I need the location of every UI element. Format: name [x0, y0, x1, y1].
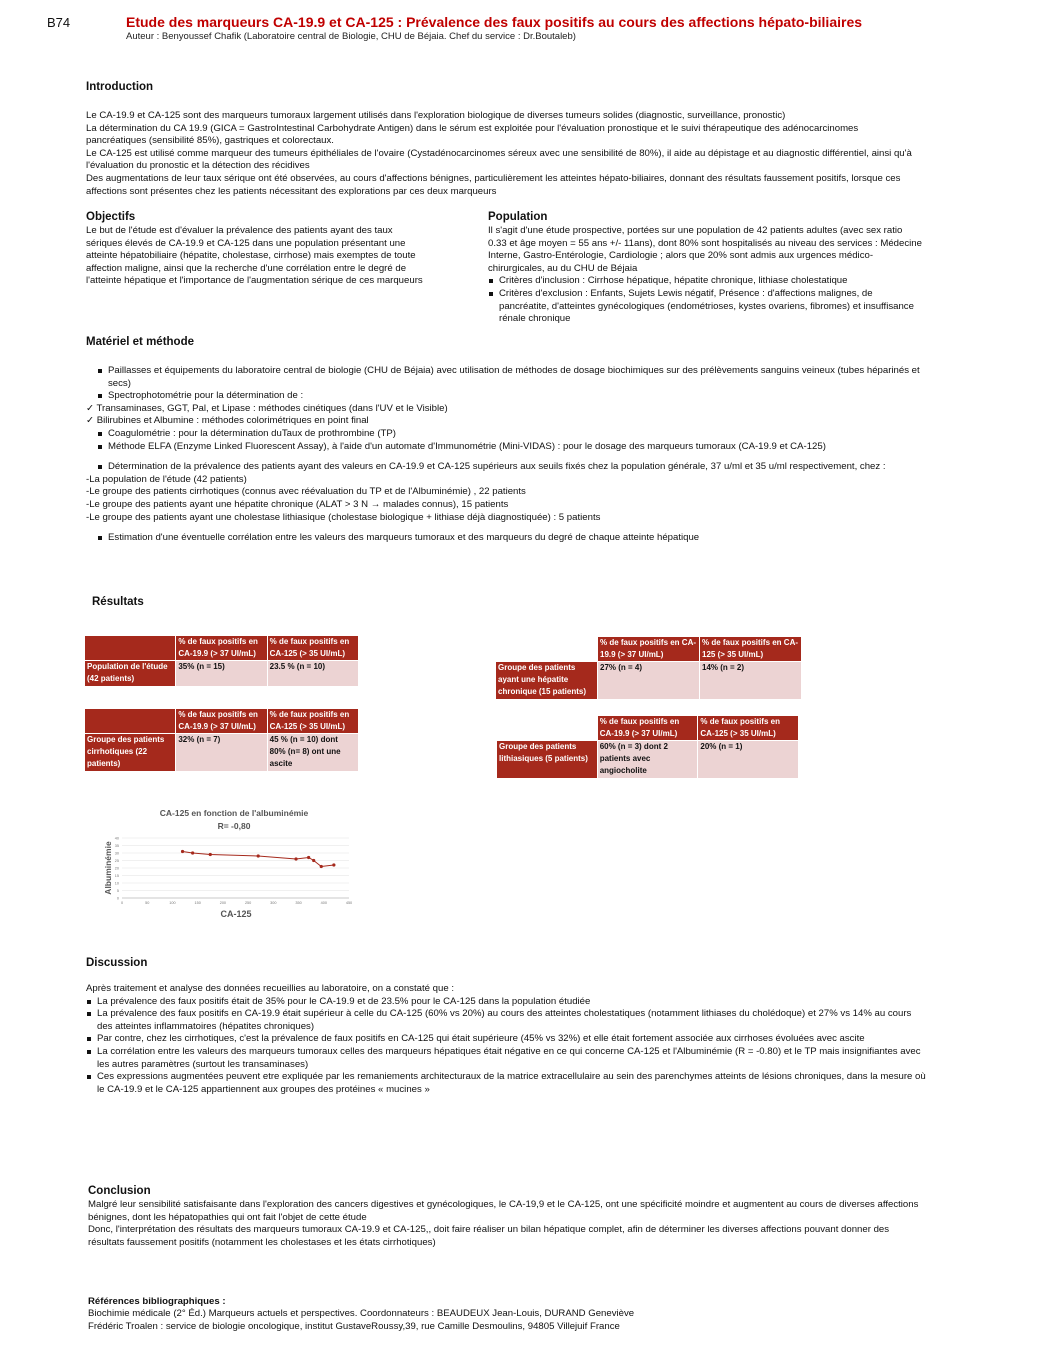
- chart-xtick-label: 350: [295, 901, 302, 905]
- table-cell: 14% (n = 2): [700, 662, 802, 700]
- methode-item: Paillasses et équipements du laboratoire central de biologie (CHU de Béjaia) avec utilisation de méthodes de dosage biochimiques sur des prélèvements sanguins veineux (tubes héparinés et secs): [86, 365, 926, 390]
- chart-y-label: Albuminémie: [103, 841, 113, 895]
- methode-item: Spectrophotométrie pour la détermination de :: [86, 390, 926, 403]
- discussion-section: [86, 983, 926, 1096]
- table-header-ca125: % de faux positifs en CA-125 (> 35 UI/mL): [267, 636, 358, 661]
- chart-x-label: CA-125: [220, 909, 252, 919]
- chart-data-point: [209, 853, 212, 856]
- conclusion-paragraph: Donc, l'interprétation des résultats des marqueurs tumoraux CA-19.9 et CA-125,, doit faire réaliser un bilan hépatique complet, afin de déterminer les diverses affections pouvant donner des résultats faussement positifs (notamment les cholestases et les états cirrhotiques): [88, 1224, 890, 1248]
- intro-paragraph: Des augmentations de leur taux sérique ont été observées, au cours d'affections bénignes, particulièrement les atteintes hépato-biliaires, donnant des résultats faussement positifs, lorsque ces affections sont présentes chez les patients nécessitant des explorations par ces deux marqueurs: [86, 172, 901, 197]
- chart-xtick-label: 400: [320, 901, 327, 905]
- methode-group: -Le groupe des patients ayant une cholestase lithiasique (cholestase biologique + lithiase déjà diagnostiquée) : 5 patients: [86, 511, 601, 523]
- albuminemie-chart: [84, 800, 364, 925]
- table-header-ca199: % de faux positifs en CA-19.9 (> 37 UI/mL): [176, 636, 267, 661]
- table-cell: 23.5 % (n = 10): [267, 661, 358, 687]
- chart-xtick-label: 0: [120, 901, 124, 905]
- chart-data-point: [191, 851, 194, 854]
- resultats-heading: Résultats: [92, 596, 144, 608]
- conclusion-heading: Conclusion: [88, 1185, 151, 1197]
- results-table-population: [84, 635, 359, 687]
- chart-xtick-label: 200: [219, 901, 227, 905]
- chart-xtick-label: 150: [194, 901, 201, 905]
- population-criterion: Critères d'exclusion : Enfants, Sujets Lewis négatif, Présence : d'affections malignes, de pancréatite, d'atteintes gynécologiques (endométrioses, kystes ovariens, fibromes) et insuffisance rénale chronique: [488, 288, 923, 326]
- discussion-heading: Discussion: [86, 957, 148, 969]
- chart-subtitle: R= -0,80: [217, 821, 251, 831]
- references-heading: Références bibliographiques :: [88, 1296, 226, 1307]
- chart-data-point: [332, 863, 335, 866]
- chart-data-point: [320, 865, 323, 868]
- chart-data-point: [294, 857, 297, 860]
- poster-code: B74: [47, 15, 71, 30]
- methode-check: ✓ Transaminases, GGT, Pal, et Lipase : méthodes cinétiques (dans l'UV et le Visible): [86, 402, 448, 414]
- chart-data-point: [257, 854, 260, 857]
- methode-group: -La population de l'étude (42 patients): [86, 473, 247, 485]
- methode-section: [86, 365, 926, 545]
- conclusion-section: [88, 1199, 923, 1249]
- chart-series-line: [183, 852, 334, 867]
- chart-ytick-label: 40: [114, 836, 119, 841]
- discussion-intro: Après traitement et analyse des données recueillies au laboratoire, on a constaté que :: [86, 983, 454, 994]
- methode-check: ✓ Bilirubines et Albumine : méthodes colorimétriques en point final: [86, 415, 369, 427]
- chart-xtick-label: 250: [244, 901, 252, 905]
- table-header-ca199: % de faux positifs en CA-19.9 (> 37 UI/mL): [597, 716, 698, 741]
- population-section: [488, 225, 923, 326]
- chart-ytick-label: 0: [116, 896, 119, 901]
- discussion-item: La corrélation entre les valeurs des marqueurs tumoraux celles des marqueurs hépatiques était négative en ce qui concerne CA-125 et l'Albuminémie (R = -0.80) et le TP mais insignifiantes avec les autres paramètres (surtout les transaminases): [86, 1046, 926, 1071]
- table-cell: 45 % (n = 10) dont 80% (n= 8) ont une ascite: [267, 734, 358, 772]
- methode-item: Méthode ELFA (Enzyme Linked Fluorescent Assay), à l'aide d'un automate d'Immunométrie (Mini-VIDAS) : pour le dosage des marqueurs tumoraux (CA-19.9 et CA-125): [86, 441, 926, 454]
- table-corner: [85, 636, 176, 661]
- methode-group: -Le groupe des patients ayant une hépatite chronique (ALAT > 3 N → malades connus), 15 patients: [86, 498, 509, 510]
- methode-item: Coagulométrie : pour la détermination duTaux de prothrombine (TP): [86, 428, 926, 441]
- introduction-text: [86, 110, 916, 198]
- population-text: Il s'agit d'une étude prospective, portées sur une population de 42 patients adultes (avec sex ratio 0.33 et âge moyen = 55 ans +/- 11ans), dont 80% sont hospitalisés au niveau des services : Médecine Interne, Gastro-Entérologie, Cardiologie ; alors que 20% sont admis aux urgences médico-chirurgicales, au du CHU de Béjaia: [488, 225, 922, 274]
- chart-ytick-label: 10: [114, 881, 119, 886]
- chart-xtick-label: 300: [270, 901, 277, 905]
- table-header-ca199: % de faux positifs en CA-19.9 (> 37 UI/mL): [598, 637, 700, 662]
- table-corner: [85, 709, 176, 734]
- objectifs-heading: Objectifs: [86, 211, 136, 223]
- intro-paragraph: Le CA-19.9 et CA-125 sont des marqueurs tumoraux largement utilisés dans l'exploration biologique de diverses tumeurs solides (diagnostic, surveillance, pronostic): [86, 110, 786, 121]
- population-heading: Population: [488, 211, 548, 223]
- table-row-label: Groupe des patients lithiasiques (5 patients): [497, 741, 598, 779]
- references-list: [88, 1308, 923, 1333]
- table-header-ca125: % de faux positifs en CA-125 (> 35 UI/mL): [267, 709, 358, 734]
- intro-paragraph: Le CA-125 est utilisé comme marqueur des tumeurs épithéliales de l'ovaire (Cystadénocarcinomes séreux avec une sensibilité de 80%), il aide au dépistage et au diagnostic différentiel, ainsi qu'à l'évaluation du pronostic et la détection des récidives: [86, 147, 912, 172]
- table-cell: 20% (n = 1): [698, 741, 799, 779]
- chart-ytick-label: 25: [114, 859, 119, 863]
- chart-xtick-label: 100: [169, 901, 176, 905]
- table-row-label: Groupe des patients cirrhotiques (22 patients): [85, 734, 176, 772]
- chart-data-point: [181, 850, 184, 853]
- intro-paragraph: La détermination du CA 19.9 (GICA = GastroIntestinal Carbohydrate Antigen) dans le sérum est exploitée pour l'évaluation pronostique et le suivi thérapeutique des adénocarcinomes pancréatiques (sensibilité 85%), gastriques et colorectaux.: [86, 122, 859, 147]
- conclusion-paragraph: Malgré leur sensibilité satisfaisante dans l'exploration des cancers digestives et gynécologiques, le CA-19,9 et le CA-125, ont une spécificité moindre et augmentent au cours de diverses affections bénignes, dont les hépatopathies qui ont fait l'objet de cette étude: [88, 1199, 919, 1223]
- chart-data-point: [307, 856, 310, 859]
- results-table-cirrhotiques: [84, 708, 359, 772]
- table-header-ca125: % de faux positifs en CA-125 (> 35 UI/mL): [700, 637, 802, 662]
- chart-svg: [84, 800, 364, 925]
- table-cell: 60% (n = 3) dont 2 patients avec angiocholite: [597, 741, 698, 779]
- reference-item: Frédéric Troalen : service de biologie oncologique, institut GustaveRoussy,39, rue Camille Desmoulins, 94805 Villejuif France: [88, 1320, 620, 1332]
- table-corner: [496, 637, 598, 662]
- methode-heading: Matériel et méthode: [86, 336, 194, 348]
- chart-xtick-label: 450: [345, 901, 353, 905]
- results-table-lithiasiques: [496, 715, 799, 779]
- table-cell: 27% (n = 4): [598, 662, 700, 700]
- table-corner: [497, 716, 598, 741]
- methode-group: -Le groupe des patients cirrhotiques (connus avec réévaluation du TP et de l'Albuminémie) , 22 patients: [86, 486, 526, 498]
- table-cell: 32% (n = 7): [176, 734, 267, 772]
- discussion-item: La prévalence des faux positifs était de 35% pour le CA-19.9 et de 23.5% pour le CA-125 dans la population étudiée: [86, 996, 926, 1009]
- chart-ytick-label: 15: [114, 874, 119, 878]
- methode-item: Estimation d'une éventuelle corrélation entre les valeurs des marqueurs tumoraux et des marqueurs du degré de chaque atteinte hépatique: [86, 532, 926, 545]
- table-row-label: Population de l'étude (42 patients): [85, 661, 176, 687]
- discussion-item: La prévalence des faux positifs en CA-19.9 était supérieur à celle du CA-125 (60% vs 20%) au cours des atteintes cholestatiques (notamment lithiases du cholédoque) et 27% vs 14% au cours des atteintes inflammatoires (hépatites chroniques): [86, 1008, 926, 1033]
- results-table-hepatite: [495, 636, 802, 700]
- chart-data-point: [312, 859, 315, 862]
- poster-author: Auteur : Benyoussef Chafik (Laboratoire central de Biologie, CHU de Béjaia. Chef du service : Dr.Boutaleb): [126, 31, 576, 42]
- chart-ytick-label: 35: [114, 844, 119, 848]
- chart-xtick-label: 50: [145, 901, 150, 905]
- table-header-ca199: % de faux positifs en CA-19.9 (> 37 UI/mL): [176, 709, 267, 734]
- chart-ytick-label: 5: [116, 889, 119, 893]
- chart-title: CA-125 en fonction de l'albuminémie: [159, 808, 309, 818]
- table-cell: 35% (n = 15): [176, 661, 267, 687]
- population-criterion: Critères d'inclusion : Cirrhose hépatique, hépatite chronique, lithiase cholestatique: [488, 275, 923, 288]
- discussion-item: Ces expressions augmentées peuvent etre expliquée par les remaniements architecturaux de la matrice extracellulaire au sein des parenchymes atteints de lésions chroniques, dans la mesure où le CA-19.9 et le CA-125 appartiennent aux groupes des protéines « mucines »: [86, 1071, 926, 1096]
- table-row-label: Groupe des patients ayant une hépatite chronique (15 patients): [496, 662, 598, 700]
- methode-item: Détermination de la prévalence des patients ayant des valeurs en CA-19.9 et CA-125 supérieurs aux seuils fixés chez la population générale, 37 u/ml et 35 u/ml respectivement, chez :: [86, 461, 926, 474]
- chart-ytick-label: 30: [114, 851, 119, 856]
- reference-item: Biochimie médicale (2° Éd.) Marqueurs actuels et perspectives. Coordonnateurs : BEAUDEUX Jean-Louis, DURAND Geneviève: [88, 1308, 635, 1319]
- objectifs-text: Le but de l'étude est d'évaluer la prévalence des patients ayant des taux sériques élevés de CA-19.9 et CA-125 dans une population présentant une atteinte hépatobiliaire (hépatite, cholestase, cirrhose) mais exemptes de toute affection maligne, ainsi que la recherche d'une corrélation entre le degré de l'atteinte hépatique et l'importance de l'augmentation sérique de ces marqueurs: [86, 225, 423, 287]
- chart-ytick-label: 20: [114, 866, 119, 871]
- introduction-heading: Introduction: [86, 81, 154, 93]
- poster-title: Etude des marqueurs CA-19.9 et CA-125 : Prévalence des faux positifs au cours des affections hépato-biliaires: [126, 14, 863, 30]
- discussion-item: Par contre, chez les cirrhotiques, c'est la prévalence de faux positifs en CA-125 qui était supérieure (45% vs 32%) et elle était fortement associée aux cirrhoses évoluées avec ascite: [86, 1033, 926, 1046]
- table-header-ca125: % de faux positifs en CA-125 (> 35 UI/mL): [698, 716, 799, 741]
